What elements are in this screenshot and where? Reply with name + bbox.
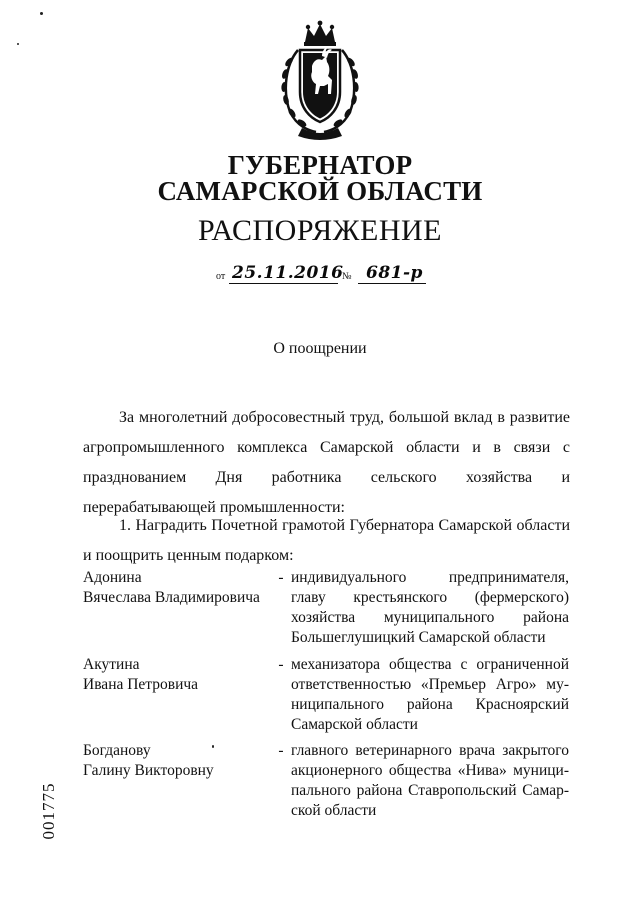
awardee-description: индивидуального предпринимателя, главу крестьянского (фермерского) хозяйства муниципального района Большеглушицкий Самарской области: [291, 569, 569, 646]
awardee-name: Адонина Вячеслава Владимировича: [83, 569, 260, 606]
margin-serial-number: 001775: [39, 782, 58, 840]
header-title-line-2: САМАРСКОЙ ОБЛАСТИ: [157, 176, 483, 206]
document-type-title: РАСПОРЯЖЕНИЕ: [197, 214, 443, 247]
registration-line: [0, 262, 640, 288]
document-subject: О поощрении: [273, 340, 367, 357]
awardee-description: главного ветеринарного врача закрытого акционерного общества «Нива» муници- пального района Ставропольский Самар- ской области: [291, 742, 569, 819]
entry-dash: -: [278, 656, 284, 673]
scan-speck: [17, 43, 19, 45]
awardee-name: Богданову Галину Викторовну: [83, 742, 214, 779]
handwritten-date: 25.11.2016: [232, 263, 344, 283]
handwritten-number: 681-р: [366, 263, 423, 283]
awardee-name: Акутина Ивана Петровича: [83, 656, 199, 693]
intro-paragraph: За многолетний добросовестный труд, большой вклад в развитие агропромышленного комплекса Самарской области и в связи с празднованием Дня работника сельского хозяйства и перерабатывающей промышленности:: [83, 409, 570, 516]
entry-dash: -: [278, 569, 284, 586]
samara-region-coat-of-arms-icon: [272, 20, 368, 140]
number-label: №: [342, 271, 352, 282]
item-1-paragraph: 1. Наградить Почетной грамотой Губернатора Самарской области и поощрить ценным подарком:: [83, 517, 570, 564]
scan-speck: [40, 12, 43, 15]
number-underline: [358, 283, 426, 284]
header-title-line-1: ГУБЕРНАТОР: [227, 150, 413, 180]
date-label: от: [216, 271, 226, 282]
awardee-description: механизатора общества с ограниченной ответственностью «Премьер Агро» му- ниципального района Красноярский Самарской области: [291, 656, 569, 733]
date-underline: [229, 283, 338, 284]
entry-dash: -: [278, 742, 284, 759]
